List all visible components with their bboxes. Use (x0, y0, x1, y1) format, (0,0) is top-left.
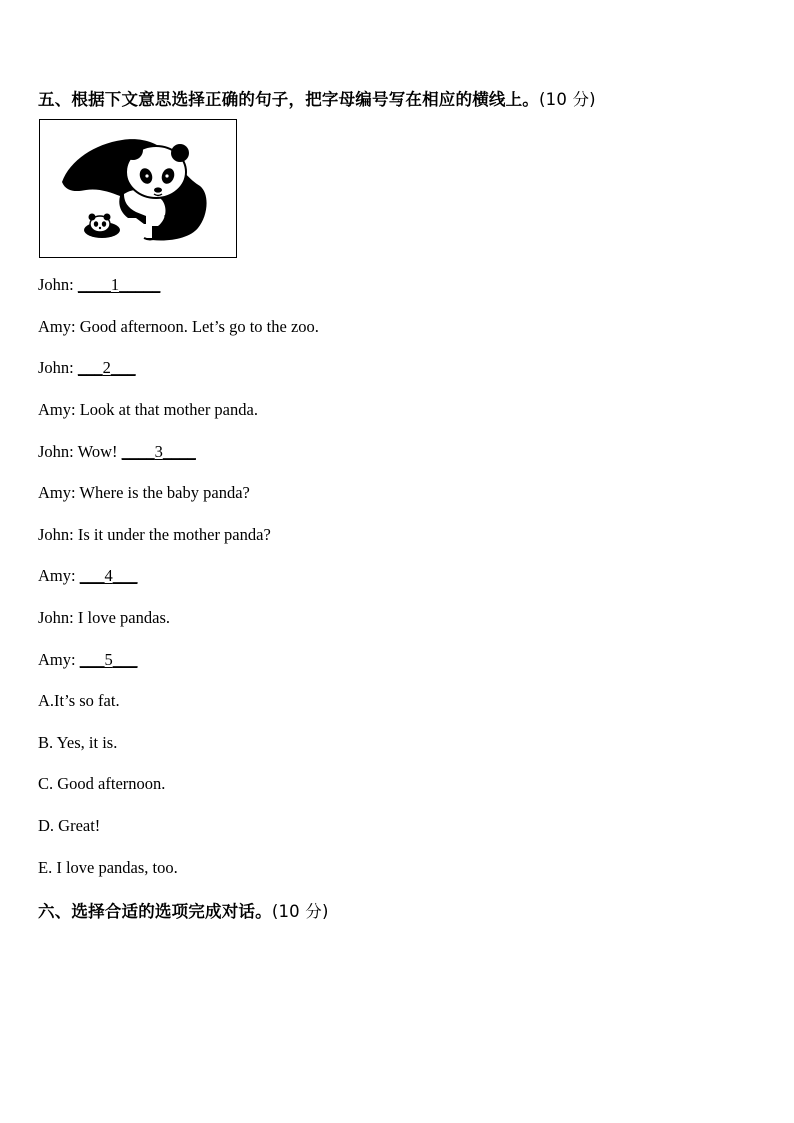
panda-picture (39, 119, 237, 258)
dialogue-text: Look at that mother panda. (79, 400, 258, 419)
section-6-score: (10 分) (271, 902, 329, 921)
dialogue-text: Is it under the mother panda? (77, 525, 271, 544)
dialogue-text: I love pandas. (77, 608, 170, 627)
dialogue-line (38, 525, 271, 545)
option-d: D. Great! (38, 816, 101, 835)
answer-blank-4[interactable]: ___4___ (79, 566, 138, 585)
speaker-label: Amy: (38, 566, 76, 585)
dialogue-line (38, 608, 170, 628)
option-a: A.It’s so fat. (38, 691, 120, 710)
answer-blank-3[interactable]: ____3____ (121, 442, 196, 461)
dialogue-line (38, 566, 137, 586)
blank-number: 3 (154, 442, 163, 461)
option-e: E. I love pandas, too. (38, 858, 178, 877)
blank-number: 2 (102, 358, 111, 377)
blank-number: 4 (104, 566, 113, 585)
speaker-label: Amy: (38, 483, 76, 502)
dialogue-line (38, 442, 196, 462)
speaker-label: John: (38, 525, 74, 544)
dialogue-text: Good afternoon. Let’s go to the zoo. (79, 317, 319, 336)
answer-blank-1[interactable]: ____1_____ (77, 275, 161, 294)
dialogue-line (38, 275, 160, 295)
speaker-label: John: (38, 442, 74, 461)
speaker-label: Amy: (38, 650, 76, 669)
dialogue-text: Where is the baby panda? (79, 483, 250, 502)
section-5-score: (10 分) (539, 90, 596, 109)
mother-panda-ear-right (171, 144, 189, 162)
section-6-heading (38, 898, 329, 922)
speaker-label: Amy: (38, 317, 76, 336)
speaker-label: John: (38, 275, 74, 294)
speaker-label: John: (38, 608, 74, 627)
speaker-label: John: (38, 358, 74, 377)
option-c: C. Good afternoon. (38, 774, 166, 793)
blank-number: 1 (110, 275, 120, 294)
dialogue-line (38, 358, 136, 378)
speaker-label: Amy: (38, 400, 76, 419)
panda-mother-and-baby-icon (40, 120, 236, 257)
dialogue-text: Wow! (77, 442, 118, 461)
option-b: B. Yes, it is. (38, 733, 118, 752)
dialogue-line (38, 483, 250, 503)
section-6-title: 六、选择合适的选项完成对话。 (38, 902, 272, 921)
section-5-heading (38, 86, 596, 110)
mother-panda-nose (154, 187, 162, 192)
answer-blank-2[interactable]: ___2___ (77, 358, 136, 377)
dialogue-line (38, 317, 319, 337)
blank-number: 5 (104, 650, 113, 669)
dialogue-line (38, 400, 258, 420)
dialogue-line (38, 650, 137, 670)
section-5-title: 五、根据下文意思选择正确的句子，把字母编号写在相应的横线上。 (38, 90, 539, 109)
mother-panda-ear-left (123, 140, 143, 160)
answer-blank-5[interactable]: ___5___ (79, 650, 138, 669)
